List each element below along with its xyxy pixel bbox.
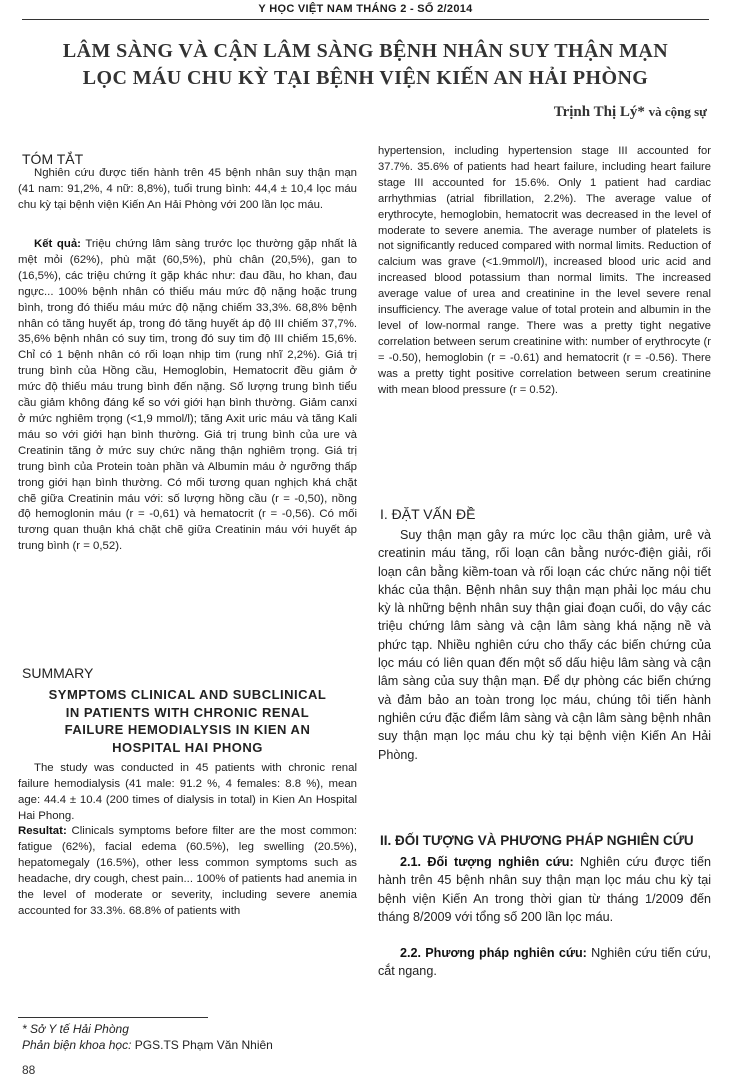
summary-heading: SUMMARY [22,665,94,681]
abstract-vi-results [18,237,357,555]
section-2-heading: II. ĐỐI TƯỢNG VÀ PHƯƠNG PHÁP NGHIÊN CỨU [380,833,694,848]
section-1-heading: I. ĐẶT VẤN ĐỀ [380,506,476,522]
english-title [18,686,357,756]
section-2-1 [378,853,711,926]
results-label: Kết quả: [34,238,81,250]
summary-results-continued: hypertension, including hypertension stage III accounted for 37.7%. 35.6% of patients had heart failure, including heart failure stage III accounted for 15.6%. Only 1 patient had cardiac arrhythmias (atrial fibrillation, 2.2%). The average value of erythrocyte, hemoglobin, hematocrit was decreased in the level of moderate to severe anemia. The average number of platelets is not significantly reduced compared with normal limits. Reduction of calcium was grave (<1.9mmol/l), increased blood uric acid and increased blood potassium than normal limits. The increased average value of urea and creatinine in the level severe renal insufficiency. The average value of total protein and albumin in the level of low-normal range. There was a pretty tight negative correlation between serum creatinine with: number of erythrocyte (r = -0.50), hemoglobin (r = -0.61) and hematocrit (r = -0.56). There was a pretty tight positive correlation between serum creatinine with mean blood pressure (r = 0.52). [378,145,711,396]
section-2-2 [378,944,711,981]
summary-results-text: Clinicals symptoms before filter are the most common: fatigue (62%), facial edema (60.5%), leg swelling (20.5%), hepatomegaly (16.5%), other less common symptoms such as headache, dry cough, chest pain... 100% of patients had anemia in the level of moderate or severity, including severe anemia accounted for 33.3%. 68.8% of patients with [18,825,357,917]
reviewer-label: Phản biện khoa học: [22,1038,132,1052]
english-title-line-4: HOSPITAL HAI PHONG [112,739,263,755]
section-2-1-text: Nghiên cứu được tiến hành trên 45 bệnh nhân suy thận mạn lọc máu chu kỳ tại bệnh viện Kiến An trong thời gian từ tháng 1/2009 đến tháng 8/2009 với tổng số 200 lần lọc máu. [378,855,711,924]
results-text: Triệu chứng lâm sàng trước lọc thường gặp nhất là mệt mỏi (62%), phù mặt (60,5%), phù chân (20,5%), gan to (16,5%), các triệu chứng ít gặp khác như: đau đầu, ho khan, đau ngực... 100% bệnh nhân có thiếu máu mức độ nặng hoặc trung bình, trong đó thiếu máu mức độ nặng chiếm 33,3%. 68,8% bệnh nhân có tăng huyết áp, trong đó tăng huyết áp độ III chiếm 37,7%. 35,6% bệnh nhân có suy tim, trong đó suy tim độ III chiếm 15,6%. Chỉ có 1 bệnh nhân có rối loạn nhịp tim (rung nhĩ 2,2%). Giá trị trung bình của Hồng cầu, Hemoglobin, Hematocrit đều giảm ở mức độ thiếu máu trung bình đến nặng. Số lượng trung bình tiểu cầu giảm không đáng kể so với giới hạn bình thường. Giảm canxi ở mức nghiêm trọng (<1,9 mmol/l); tăng Axit uric máu và tăng Kali máu so với giới hạn bình thường. Giá trị trung bình của ure và Creatinin tăng ở mức suy chức năng thận nghiêm trọng. Giá trị trung bình của Protein toàn phần và Albumin máu ở ngưỡng thấp trong giới hạn bình thường. Có mối tương quan nghịch khá chặt chẽ giữa Creatinin máu với: số lượng hồng cầu (r = -0,50), nồng độ hemoglonin máu (r = -0,61) và hematocrit (r = -0,56). Có mối tương quan thuận khá chặt chẽ giữa Creatinin máu với huyết áp trung bình (r = 0,52). [18,238,357,553]
affiliation-footnote: * Sở Y tế Hải Phòng [22,1022,129,1036]
section-2-2-label: 2.2. Phương pháp nghiên cứu: [400,946,587,960]
reviewer-footnote [22,1038,273,1052]
author-name: Trịnh Thị Lý* [553,104,645,120]
english-title-line-3: FAILURE HEMODIALYSIS IN KIEN AN [64,722,311,737]
running-head: Y HỌC VIỆT NAM THÁNG 2 - SỐ 2/2014 [258,3,473,15]
footnote-rule [18,1017,208,1018]
article-title [40,38,691,92]
header-rule [22,19,709,20]
english-title-line-2: IN PATIENTS WITH CHRONIC RENAL [65,704,310,720]
section-2-2-text: Nghiên cứu tiến cứu, cắt ngang. [378,946,712,979]
title-line-1: LÂM SÀNG VÀ CẬN LÂM SÀNG BỆNH NHÂN SUY THẬN MẠN [62,40,669,62]
authors [554,104,707,121]
page-number: 88 [22,1063,36,1077]
author-suffix: và cộng sự [648,104,707,119]
resultat-label: Resultat: [18,825,67,837]
section-1-body: Suy thận mạn gây ra mức lọc cầu thận giảm, urê và creatinin máu tăng, rối loạn cân bằng nước-điện giải, rối loạn cân bằng kiềm-toan và rối loạn các chức năng nội tiết khác của thận. Bệnh nhân suy thận mạn phải lọc máu chu kỳ là những bệnh nhân suy thận giai đoạn cuối, do vậy các triệu chứng lâm sàng và cận lâm sàng khá nặng nề và phức tạp. Nhiều nghiên cứu cho thấy các biến chứng của lọc máu có liên quan đến một số dấu hiệu lâm sàng và cận lâm sàng của suy thận mạn. Để dự phòng các biến chứng và đảm bảo an toàn trong lọc máu, chúng tôi tiến hành nghiên cứu đặc điểm lâm sàng và cận lâm sàng bệnh nhân suy thận mạn lọc máu chu kỳ tại bệnh viện Kiến An Hải Phòng. [378,528,711,762]
title-line-2: LỌC MÁU CHU KỲ TẠI BỆNH VIỆN KIẾN AN HẢI PHÒNG [82,67,649,89]
english-title-line-1: SYMPTOMS CLINICAL AND SUBCLINICAL [48,687,327,702]
reviewer-name: PGS.TS Phạm Văn Nhiên [134,1038,273,1052]
abstract-vi-intro: Nghiên cứu được tiến hành trên 45 bệnh nhân suy thận mạn (41 nam: 91,2%, 4 nữ: 8,8%), tuổi trung bình: 44,4 ± 10,4 lọc máu chu kỳ tại bệnh viện Kiến An Hải Phòng với 200 lần lọc máu. [18,167,357,211]
summary-intro: The study was conducted in 45 patients with chronic renal failure hemodialysis (41 male: 91.2 %, 4 females: 8.8 %), mean age: 44.4 ± 10.4 (200 times of dialysis in total) in Kien An Hospital Hai Phong. [18,762,357,822]
abstract-vi-heading: TÓM TẮT [22,151,84,167]
section-2-1-label: 2.1. Đối tượng nghiên cứu: [400,855,574,869]
summary-results [18,824,357,919]
